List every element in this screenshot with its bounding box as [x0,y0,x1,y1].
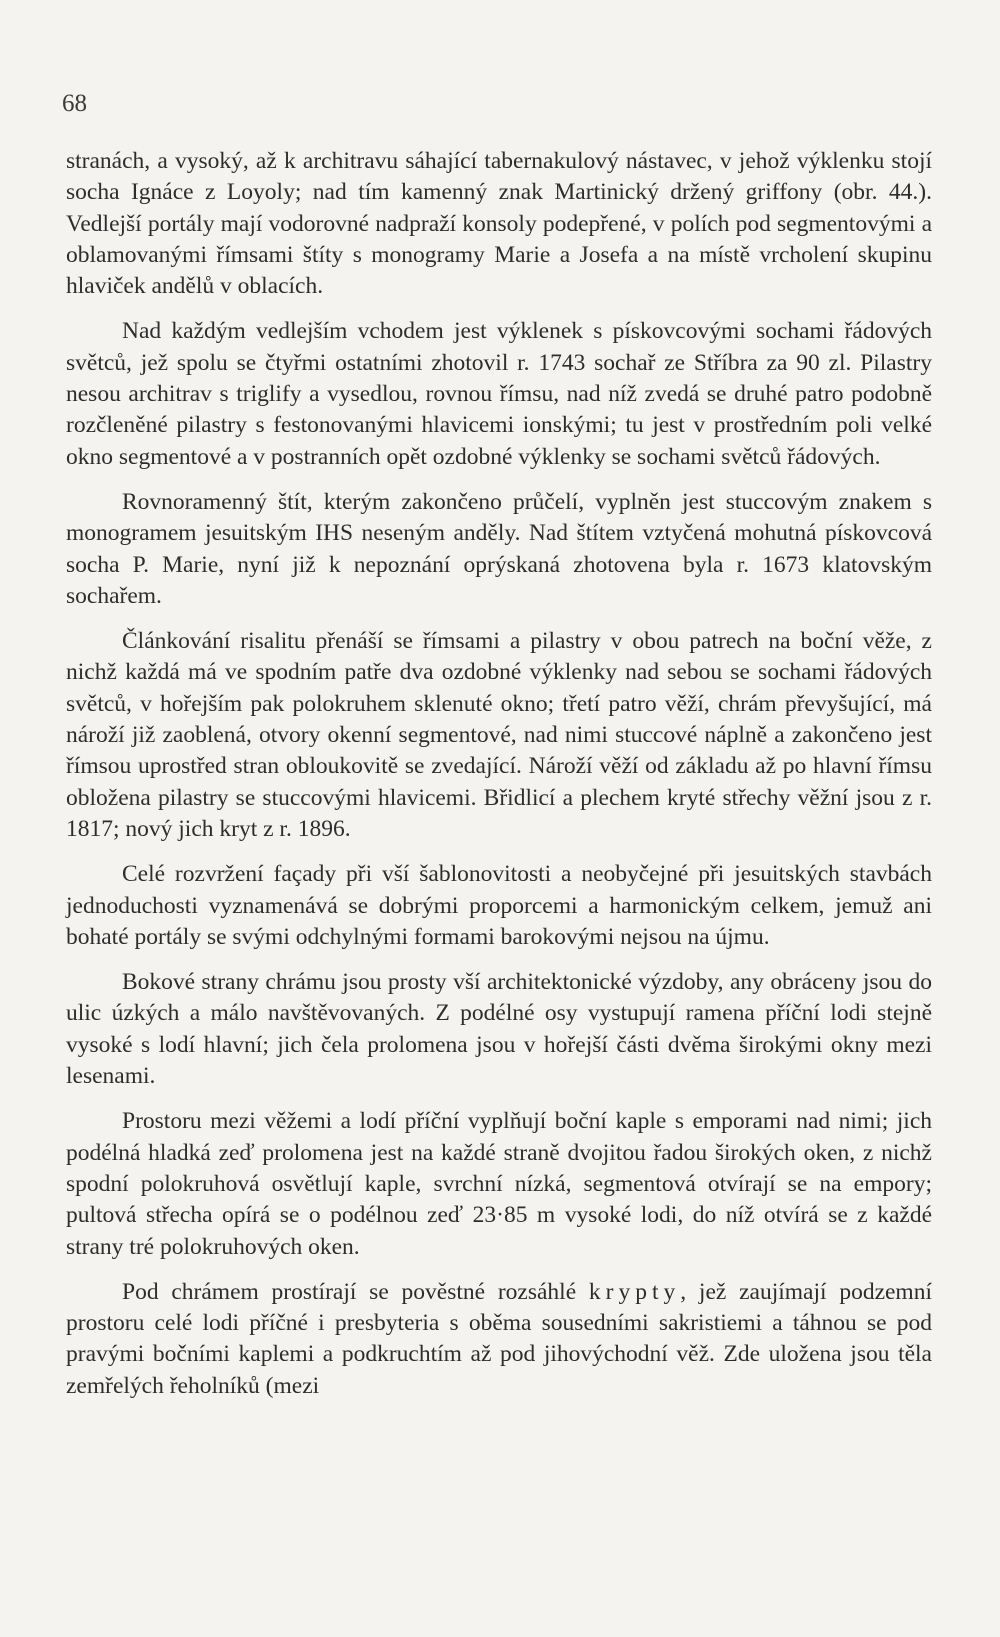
spaced-term: krypty [588,1278,681,1305]
paragraph: Bokové strany chrámu jsou prosty vší architektonické výzdoby, any obráceny jsou do ulic úzkých a málo navštěvovaných. Z podélné osy vystupují ramena příční lodi stejně vysoké s lodí hlavní; jich čela prolomena jsou v hořejší části dvěma širokými okny mezi lesenami. [66,969,932,1090]
paragraph: Článkování risalitu přenáší se římsami a pilastry v obou patrech na boční věže, z nichž každá má ve spodním patře dva ozdobné výklenky nad sebou se sochami řádových světců, v hořejším pak polokruhem sklenuté okno; třetí patro věží, chrám převyšující, má nároží již zaoblená, otvory okenní segmentové, nad nimi stuccové náplně a zakončeno jest římsou uprostřed stran obloukovitě se zvedající. Nároží věží od základu až po hlavní římsu obložena pilastry se stuccovými hlavicemi. Břidlicí a plechem kryté střechy věžní jsou z r. 1817; nový jich kryt z r. 1896. [66,628,932,842]
paragraph: Celé rozvržení façady při vší šablonovitosti a neobyčejné při jesuitských stavbách jednoduchosti vyznamenává se dobrými proporcemi a harmonickým celkem, jemuž ani bohaté portály se svými odchylnými formami barokovými nejsou na újmu. [66,861,932,950]
paragraph: Rovnoramenný štít, kterým zakončeno průčelí, vyplněn jest stuccovým znakem s monogramem jesuitským IHS neseným anděly. Nad štítem vztyčená mohutná pískovcová socha P. Marie, nyní již k nepoznání oprýskaná zhotovena byla r. 1673 klatovským sochařem. [66,488,932,609]
paragraph [66,1277,932,1402]
paragraph: Prostoru mezi věžemi a lodí příční vyplňují boční kaple s emporami nad nimi; jich podélná hladká zeď prolomena jest na každé straně dvojitou řadou širokých oken, z nichž spodní polokruhová osvětlují kaple, svrchní nízká, segmentová otvírají se na empory; pultová střecha opírá se o podélnou zeď 23·85 m vysoké lodi, do níž otvírá se z každé strany tré polokruhových oken. [66,1108,932,1260]
paragraph-text: , jež zaujímají podzemní prostoru celé lodi příčné i presbyteria s oběma sousedními sakristiemi a táhnou se pod pravými bočními kaplemi a podkruchtím až pod jihovýchodní věž. Zde uložena jsou těla zemřelých řeholníků (mezi [66,1278,932,1399]
paragraph: stranách, a vysoký, až k architravu sáhající tabernakulový nástavec, v jehož výklenku stojí socha Ignáce z Loyoly; nad tím kamenný znak Martinický držený griffony (obr. 44.). Vedlejší portály mají vodorovné nadpraží konsoly podepřené, v polích pod segmentovými a oblamovanými římsami štíty s monogramy Marie a Josefa a na místě vrcholení skupinu hlaviček andělů v oblacích. [66,148,932,300]
paragraph-text: Pod chrámem prostírají se pověstné rozsáhlé [122,1278,589,1305]
body-text [66,146,932,1402]
paragraph: Nad každým vedlejším vchodem jest výklenek s pískovcovými sochami řádových světců, jež spolu se čtyřmi ostatními zhotovil r. 1743 sochař ze Stříbra za 90 zl. Pilastry nesou architrav s triglify a vysedlou, rovnou římsu, nad níž zvedá se druhé patro podobně rozčleněné pilastry s festonovanými hlavicemi ionskými; tu jest v prostředním poli velké okno segmentové a v postranních opět ozdobné výklenky se sochami světců řádových. [66,318,932,470]
page-number: 68 [62,90,87,117]
